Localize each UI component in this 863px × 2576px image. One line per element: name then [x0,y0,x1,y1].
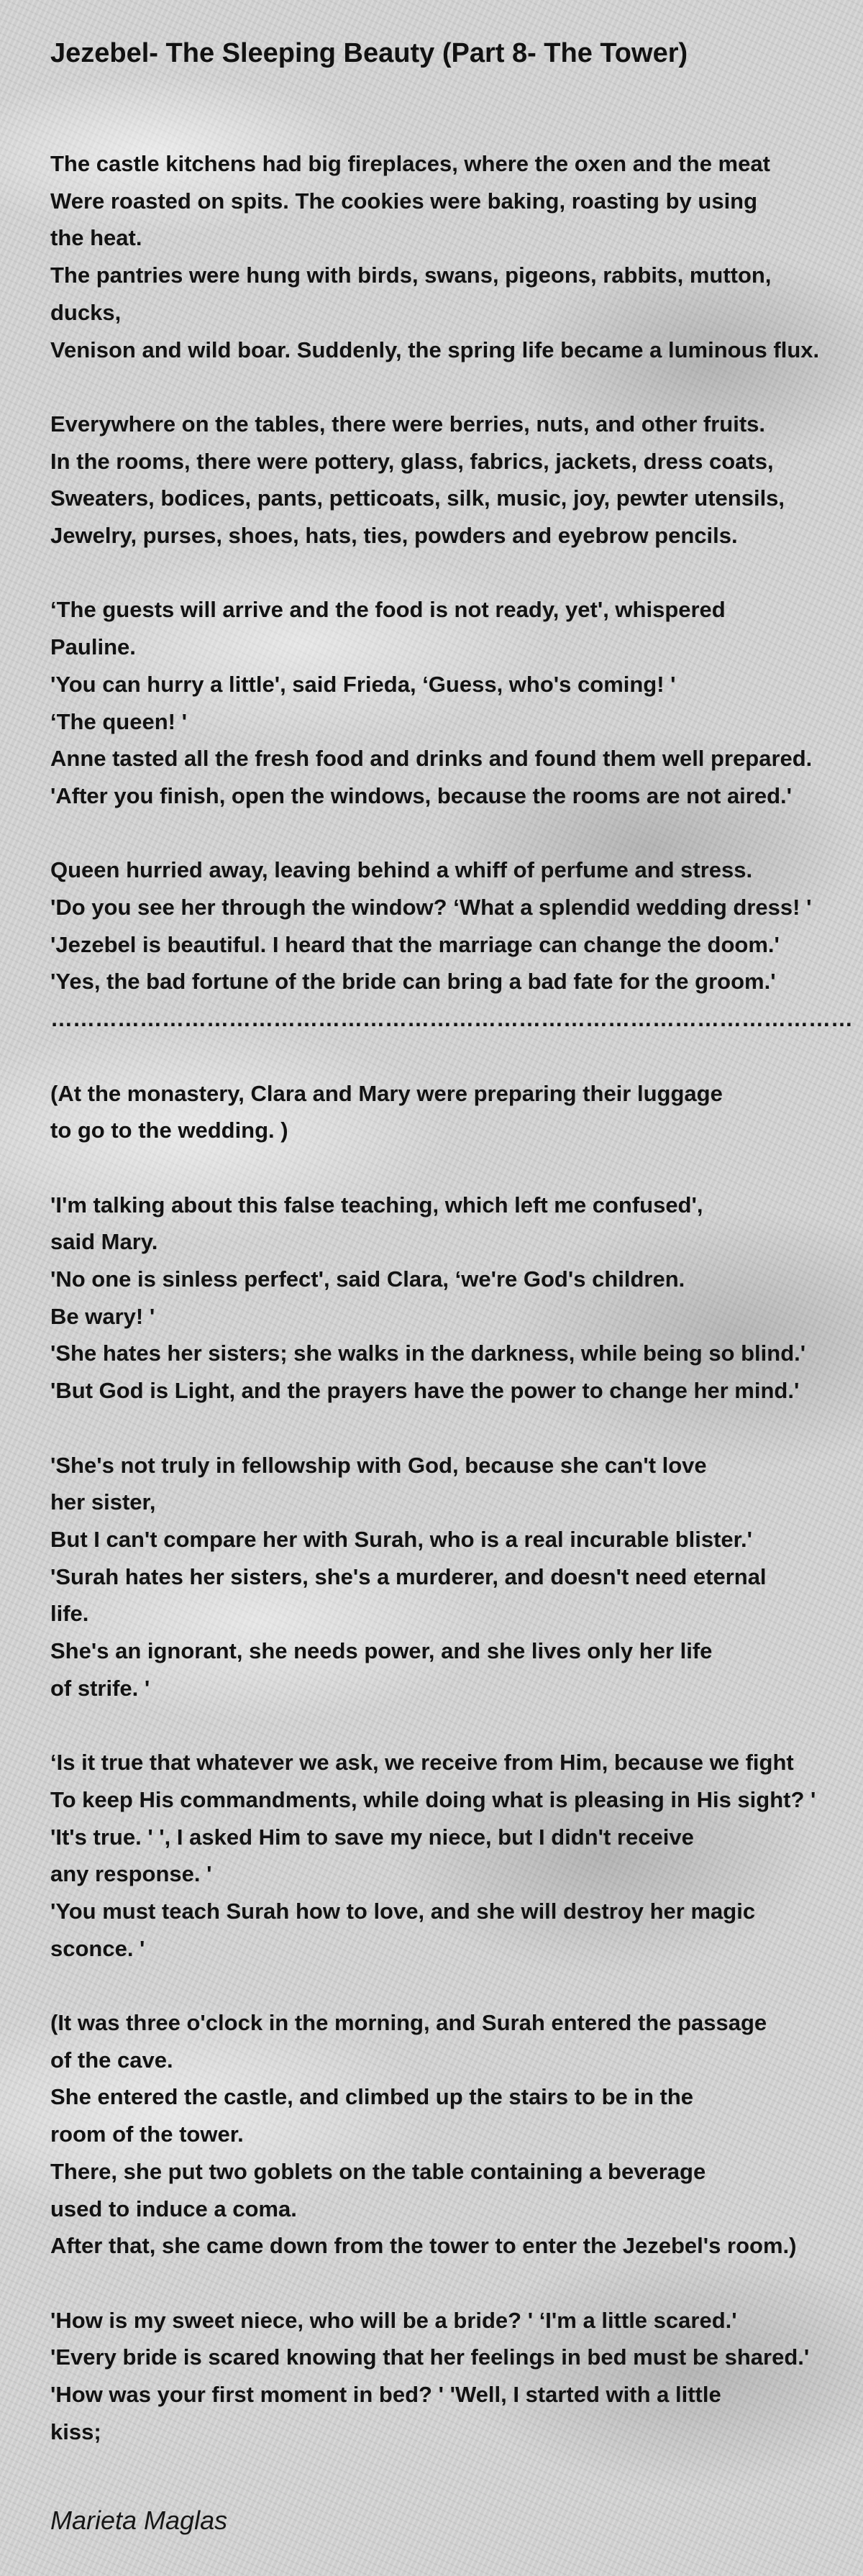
stanza [50,2004,859,2265]
poem-line: 'She's not truly in fellowship with God, because she can't love [50,1452,707,1478]
stanza [50,2302,859,2451]
poem-line: Anne tasted all the fresh food and drinks and found them well prepared. [50,746,813,772]
poem-line: There, she put two goblets on the table containing a beverage [50,2158,706,2184]
poem-line: 'Every bride is scared knowing that her feelings in bed must be shared.' [50,2344,810,2370]
poem-line: ‘The guests will arrive and the food is not ready, yet', whispered [50,597,726,623]
poem-line: 'I'm talking about this false teaching, which left me confused', [50,1192,703,1218]
poem-line: Pauline. [50,634,136,660]
poem-line: The castle kitchens had big fireplaces, where the oxen and the meat [50,151,770,176]
stanza [50,851,859,1038]
poem-line: ‘Is it true that whatever we ask, we receive from Him, because we fight [50,1750,794,1776]
poem-title: Jezebel- The Sleeping Beauty (Part 8- The Tower) [50,38,688,68]
poem-line: 'How was your first moment in bed? ' 'Well, I started with a little [50,2382,721,2408]
poem-line: sconce. ' [50,1935,145,1961]
poem-line: 'Jezebel is beautiful. I heard that the marriage can change the doom.' [50,931,780,957]
poem-line: Be wary! ' [50,1303,155,1329]
stanza [50,1447,859,1707]
poem-line: She entered the castle, and climbed up the stairs to be in the [50,2084,694,2110]
poem-line: To keep His commandments, while doing what is pleasing in His sight? ' [50,1786,816,1812]
poem-line: said Mary. [50,1229,158,1255]
poem-line: of the cave. [50,2047,173,2073]
poem-line: 'But God is Light, and the prayers have the power to change her mind.' [50,1378,800,1404]
poem-line: 'Yes, the bad fortune of the bride can bring a bad fate for the groom.' [50,969,776,995]
poem-line: 'She hates her sisters; she walks in the darkness, while being so blind.' [50,1340,806,1366]
poem-line: to go to the wedding. ) [50,1118,288,1143]
poem-line: ducks, [50,299,122,325]
poem-line: (At the monastery, Clara and Mary were preparing their luggage [50,1080,723,1106]
poem-line: 'After you finish, open the windows, because the rooms are not aired.' [50,782,793,808]
section-divider: ……………………………………………………………………………………………… [50,1006,853,1032]
poem-line: the heat. [50,225,142,251]
poem-line: Jewelry, purses, shoes, hats, ties, powders and eyebrow pencils. [50,523,738,549]
poem-line: any response. ' [50,1861,212,1887]
poem-line: Venison and wild boar. Suddenly, the spring life became a luminous flux. [50,337,820,362]
poem-line: But I can't compare her with Surah, who is a real incurable blister.' [50,1526,753,1552]
poem-line: 'You must teach Surah how to love, and she will destroy her magic [50,1898,756,1924]
stanza [50,406,859,554]
poem-line: (It was three o'clock in the morning, and Surah entered the passage [50,2010,767,2036]
stanza [50,1075,859,1149]
poem-line: of strife. ' [50,1675,150,1701]
poem-line: Sweaters, bodices, pants, petticoats, silk, music, joy, pewter utensils, [50,485,785,511]
poem-line: room of the tower. [50,2121,244,2147]
poem-body [50,145,859,2488]
poem-line: The pantries were hung with birds, swans, pigeons, rabbits, mutton, [50,262,772,288]
poem-line: In the rooms, there were pottery, glass, fabrics, jackets, dress coats, [50,448,774,474]
poem-line: ‘The queen! ' [50,708,187,734]
poem-line: kiss; [50,2419,101,2444]
poem-line: life. [50,1601,89,1627]
poem-line: Queen hurried away, leaving behind a whiff of perfume and stress. [50,857,753,883]
poem-line: 'Do you see her through the window? ‘What a splendid wedding dress! ' [50,895,812,921]
poem-line: used to induce a coma. [50,2196,297,2221]
poem-line: She's an ignorant, she needs power, and she lives only her life [50,1638,713,1664]
poem-line: 'No one is sinless perfect', said Clara, ‘we're God's children. [50,1266,685,1292]
poem-line: Everywhere on the tables, there were berries, nuts, and other fruits. [50,411,766,437]
stanza [50,145,859,368]
poem-line: 'It's true. ' ', I asked Him to save my niece, but I didn't receive [50,1824,694,1850]
stanza [50,1187,859,1410]
poem-line: After that, she came down from the tower to enter the Jezebel's room.) [50,2233,797,2259]
poem-line: 'You can hurry a little', said Frieda, ‘Guess, who's coming! ' [50,671,676,697]
poem-line: Were roasted on spits. The cookies were baking, roasting by using [50,188,758,214]
stanza [50,1744,859,1967]
stanza [50,591,859,814]
poem-line: 'Surah hates her sisters, she's a murderer, and doesn't need eternal [50,1563,767,1589]
author-signature: Marieta Maglas [50,2506,228,2535]
poem-line: her sister, [50,1489,156,1515]
poem-line: 'How is my sweet niece, who will be a bride? ' ‘I'm a little scared.' [50,2307,737,2333]
